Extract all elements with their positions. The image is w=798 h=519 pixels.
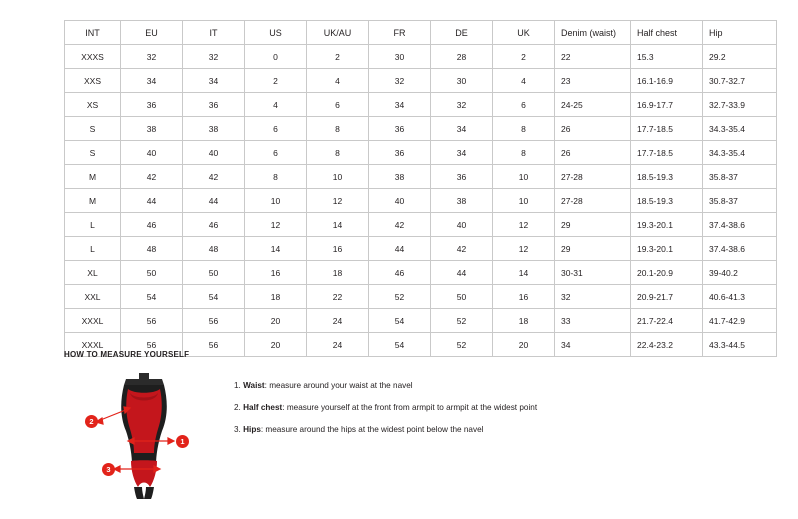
cell-int: XXL <box>65 285 121 309</box>
cell-int: L <box>65 237 121 261</box>
cell-de: 30 <box>431 69 493 93</box>
cell-ukau: 8 <box>307 117 369 141</box>
cell-uk: 10 <box>493 165 555 189</box>
cell-fr: 32 <box>369 69 431 93</box>
cell-de: 50 <box>431 285 493 309</box>
cell-us: 14 <box>245 237 307 261</box>
cell-half-chest: 18.5-19.3 <box>631 165 703 189</box>
cell-half-chest: 17.7-18.5 <box>631 141 703 165</box>
column-header: Hip <box>703 21 777 45</box>
cell-ukau: 6 <box>307 93 369 117</box>
cell-fr: 46 <box>369 261 431 285</box>
cell-eu: 48 <box>121 237 183 261</box>
cell-int: XXS <box>65 69 121 93</box>
instruction-text: : measure around the hips at the widest point below the navel <box>260 424 484 434</box>
cell-de: 40 <box>431 213 493 237</box>
cell-hip: 40.6-41.3 <box>703 285 777 309</box>
cell-half-chest: 21.7-22.4 <box>631 309 703 333</box>
cell-ukau: 22 <box>307 285 369 309</box>
cell-hip: 35.8-37 <box>703 189 777 213</box>
cell-denim-waist: 29 <box>555 237 631 261</box>
cell-ukau: 14 <box>307 213 369 237</box>
cell-de: 36 <box>431 165 493 189</box>
cell-us: 18 <box>245 285 307 309</box>
cell-half-chest: 18.5-19.3 <box>631 189 703 213</box>
table-row <box>65 213 777 237</box>
cell-int: XXXL <box>65 333 121 357</box>
badge-half-chest: 2 <box>85 415 98 428</box>
column-header: Half chest <box>631 21 703 45</box>
cell-it: 42 <box>183 165 245 189</box>
mannequin-svg <box>84 369 204 499</box>
cell-it: 46 <box>183 213 245 237</box>
table-row <box>65 141 777 165</box>
cell-eu: 42 <box>121 165 183 189</box>
cell-fr: 52 <box>369 285 431 309</box>
cell-int: S <box>65 117 121 141</box>
cell-denim-waist: 27-28 <box>555 189 631 213</box>
cell-ukau: 24 <box>307 309 369 333</box>
cell-denim-waist: 24-25 <box>555 93 631 117</box>
cell-us: 6 <box>245 117 307 141</box>
cell-ukau: 10 <box>307 165 369 189</box>
cell-hip: 37.4-38.6 <box>703 213 777 237</box>
measure-instructions <box>234 369 537 447</box>
cell-int: XXXL <box>65 309 121 333</box>
cell-de: 34 <box>431 117 493 141</box>
column-header: Denim (waist) <box>555 21 631 45</box>
cell-half-chest: 17.7-18.5 <box>631 117 703 141</box>
cell-it: 56 <box>183 309 245 333</box>
cell-eu: 50 <box>121 261 183 285</box>
cell-it: 54 <box>183 285 245 309</box>
size-table-container <box>64 20 745 357</box>
cell-fr: 36 <box>369 117 431 141</box>
cell-denim-waist: 22 <box>555 45 631 69</box>
instruction-half-chest <box>234 403 537 413</box>
cell-denim-waist: 30-31 <box>555 261 631 285</box>
cell-uk: 2 <box>493 45 555 69</box>
cell-it: 40 <box>183 141 245 165</box>
cell-uk: 8 <box>493 141 555 165</box>
cell-eu: 40 <box>121 141 183 165</box>
cell-uk: 16 <box>493 285 555 309</box>
cell-de: 28 <box>431 45 493 69</box>
column-header: INT <box>65 21 121 45</box>
column-header: IT <box>183 21 245 45</box>
cell-us: 12 <box>245 213 307 237</box>
cell-de: 38 <box>431 189 493 213</box>
cell-uk: 4 <box>493 69 555 93</box>
cell-ukau: 16 <box>307 237 369 261</box>
cell-de: 52 <box>431 333 493 357</box>
cell-eu: 38 <box>121 117 183 141</box>
cell-uk: 20 <box>493 333 555 357</box>
cell-fr: 34 <box>369 93 431 117</box>
cell-it: 36 <box>183 93 245 117</box>
cell-int: S <box>65 141 121 165</box>
cell-de: 32 <box>431 93 493 117</box>
cell-ukau: 18 <box>307 261 369 285</box>
cell-it: 38 <box>183 117 245 141</box>
cell-uk: 12 <box>493 237 555 261</box>
cell-int: XS <box>65 93 121 117</box>
cell-int: M <box>65 165 121 189</box>
cell-it: 56 <box>183 333 245 357</box>
cell-hip: 32.7-33.9 <box>703 93 777 117</box>
cell-uk: 8 <box>493 117 555 141</box>
cell-eu: 54 <box>121 285 183 309</box>
cell-half-chest: 19.3-20.1 <box>631 237 703 261</box>
mannequin-illustration <box>84 369 204 499</box>
cell-eu: 36 <box>121 93 183 117</box>
column-header: EU <box>121 21 183 45</box>
cell-it: 34 <box>183 69 245 93</box>
cell-denim-waist: 32 <box>555 285 631 309</box>
cell-uk: 18 <box>493 309 555 333</box>
column-header: UK <box>493 21 555 45</box>
cell-denim-waist: 27-28 <box>555 165 631 189</box>
cell-uk: 6 <box>493 93 555 117</box>
cell-us: 16 <box>245 261 307 285</box>
section-title: HOW TO MEASURE YOURSELF <box>64 350 190 359</box>
instruction-term: Waist <box>243 381 265 390</box>
instruction-number: 1. <box>234 381 241 390</box>
cell-de: 34 <box>431 141 493 165</box>
measure-body <box>64 369 744 499</box>
table-row <box>65 93 777 117</box>
table-row <box>65 261 777 285</box>
cell-it: 48 <box>183 237 245 261</box>
cell-us: 0 <box>245 45 307 69</box>
table-row <box>65 309 777 333</box>
cell-fr: 54 <box>369 309 431 333</box>
cell-uk: 14 <box>493 261 555 285</box>
cell-fr: 54 <box>369 333 431 357</box>
cell-de: 52 <box>431 309 493 333</box>
cell-fr: 42 <box>369 213 431 237</box>
cell-fr: 30 <box>369 45 431 69</box>
cell-uk: 12 <box>493 213 555 237</box>
cell-ukau: 24 <box>307 333 369 357</box>
cell-us: 6 <box>245 141 307 165</box>
cell-us: 4 <box>245 93 307 117</box>
cell-hip: 37.4-38.6 <box>703 237 777 261</box>
cell-fr: 40 <box>369 189 431 213</box>
cell-denim-waist: 34 <box>555 333 631 357</box>
cell-us: 20 <box>245 333 307 357</box>
instruction-text: : measure around your waist at the navel <box>264 381 413 390</box>
cell-int: M <box>65 189 121 213</box>
instruction-term: Half chest <box>243 402 283 412</box>
cell-denim-waist: 26 <box>555 141 631 165</box>
cell-hip: 29.2 <box>703 45 777 69</box>
cell-de: 42 <box>431 237 493 261</box>
cell-int: XXXS <box>65 45 121 69</box>
column-header: FR <box>369 21 431 45</box>
cell-half-chest: 15.3 <box>631 45 703 69</box>
cell-denim-waist: 23 <box>555 69 631 93</box>
badge-waist: 1 <box>176 435 189 448</box>
cell-ukau: 4 <box>307 69 369 93</box>
cell-de: 44 <box>431 261 493 285</box>
cell-hip: 30.7-32.7 <box>703 69 777 93</box>
cell-eu: 56 <box>121 309 183 333</box>
instruction-text: : measure yourself at the front from armpit to armpit at the widest point <box>282 402 538 412</box>
size-table-body <box>65 45 777 357</box>
cell-it: 50 <box>183 261 245 285</box>
column-header: DE <box>431 21 493 45</box>
cell-it: 44 <box>183 189 245 213</box>
cell-fr: 36 <box>369 141 431 165</box>
cell-ukau: 12 <box>307 189 369 213</box>
cell-half-chest: 19.3-20.1 <box>631 213 703 237</box>
cell-ukau: 8 <box>307 141 369 165</box>
table-header-row <box>65 21 777 45</box>
cell-eu: 34 <box>121 69 183 93</box>
cell-eu: 46 <box>121 213 183 237</box>
badge-hips: 3 <box>102 463 115 476</box>
cell-fr: 38 <box>369 165 431 189</box>
instruction-number: 3. <box>234 424 241 434</box>
cell-int: L <box>65 213 121 237</box>
cell-denim-waist: 29 <box>555 213 631 237</box>
table-row <box>65 237 777 261</box>
cell-half-chest: 16.1-16.9 <box>631 69 703 93</box>
table-row <box>65 285 777 309</box>
cell-int: XL <box>65 261 121 285</box>
size-table-head <box>65 21 777 45</box>
cell-it: 32 <box>183 45 245 69</box>
cell-ukau: 2 <box>307 45 369 69</box>
cell-denim-waist: 33 <box>555 309 631 333</box>
cell-us: 10 <box>245 189 307 213</box>
cell-half-chest: 16.9-17.7 <box>631 93 703 117</box>
cell-hip: 41.7-42.9 <box>703 309 777 333</box>
cell-half-chest: 22.4-23.2 <box>631 333 703 357</box>
cell-eu: 32 <box>121 45 183 69</box>
table-row <box>65 165 777 189</box>
cell-us: 8 <box>245 165 307 189</box>
table-row <box>65 69 777 93</box>
cell-us: 20 <box>245 309 307 333</box>
table-row <box>65 117 777 141</box>
cell-half-chest: 20.1-20.9 <box>631 261 703 285</box>
table-row <box>65 45 777 69</box>
cell-hip: 43.3-44.5 <box>703 333 777 357</box>
cell-hip: 34.3-35.4 <box>703 117 777 141</box>
how-to-measure-section <box>64 350 744 499</box>
cell-hip: 39-40.2 <box>703 261 777 285</box>
cell-uk: 10 <box>493 189 555 213</box>
size-table <box>64 20 777 357</box>
table-row <box>65 189 777 213</box>
cell-fr: 44 <box>369 237 431 261</box>
cell-half-chest: 20.9-21.7 <box>631 285 703 309</box>
column-header: US <box>245 21 307 45</box>
instruction-waist <box>234 381 537 391</box>
instruction-number: 2. <box>234 402 241 412</box>
cell-eu: 44 <box>121 189 183 213</box>
cell-hip: 34.3-35.4 <box>703 141 777 165</box>
column-header: UK/AU <box>307 21 369 45</box>
instruction-term: Hips <box>243 424 261 434</box>
cell-denim-waist: 26 <box>555 117 631 141</box>
instruction-hips <box>234 425 537 435</box>
cell-hip: 35.8-37 <box>703 165 777 189</box>
cell-us: 2 <box>245 69 307 93</box>
cell-eu: 56 <box>121 333 183 357</box>
